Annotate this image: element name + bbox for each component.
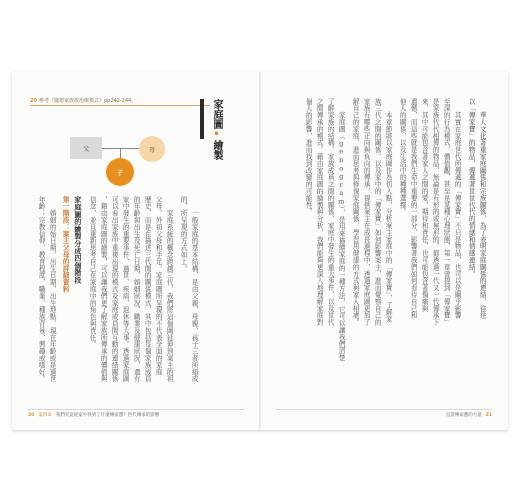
right-para3-line: 解自己的家庭，進而思考與修復家庭關係，學習用健康的方式與家人相處。 [351,98,360,326]
right-para3-line: 本章節將以家庭圖作為切入點，分析案主家庭中的「傳家寶」，了解家 [384,98,393,323]
left-heading: 家庭圖的繪製分成四個階段 [73,196,83,284]
left-para2-line: 信念，並且重新思考自己在家庭中的角色與責任。 [88,196,97,348]
right-para3-line: 家族有哪些正向與負向的傳承，提供案主在成長過程中，透過家庭圖更加了 [362,98,371,326]
left-para1-line: 一般家庭的基本結構，是由父親、母親、孩子三者所組成 [190,196,199,383]
left-para2-line: 的年齡與出生及死亡日期、婚姻狀況、職業及健康狀況，還有 [132,196,141,383]
reference-number: 20 [30,98,37,104]
diagram-mother-node: 母 [139,136,165,162]
left-footer-text: 我們究竟從家中得到了什麼傳家寶？世代傳承的影響 [55,413,160,418]
right-para3-line: 族三代之間的關係，以及家中的「傳家寶」如何影響案主，進而覺察自己的 [373,98,382,326]
right-footer-rule [276,409,492,410]
left-para3-line: 婚姻的始日期，出生日期、出生地點、現在年齡或是過世 [48,196,57,383]
right-para4-line: 了解家族的結構、家族成員之間的關係、家庭中發生的重大事件，以及世代 [326,98,335,326]
right-para1-line: 華人文化著重家庭關係和宗族關係，為了表明家庭關係的連結，往往 [478,98,487,319]
section-title-bar [200,99,204,139]
section-title-main: 家庭圖 [211,99,222,129]
right-para2-line: 來，其中可能包含著家人之間的愛、期待和責任，也可能包含著傷痛與 [420,98,429,312]
reference-rule [30,105,210,106]
reference-note [30,97,136,104]
right-para2-line: 遺憾，而這些就是我們生命中重要的一部分，影響著我們如何看待自己和 [409,98,418,319]
right-para2-line: 至深的行為模式、價值觀，甚至是某種心理狀態，第一章曾提到「傳家寶」 [442,98,451,326]
right-para4-line: 家庭圖（genogram），是用來描繪家庭的一種方法，它可以讓我們清楚 [337,98,346,362]
right-para1-line: 以「傳家寶」的物品，傳遞著世世代代的情緒和情感連結。 [467,98,476,278]
section-title-dot: • [211,129,222,140]
right-footer [446,412,492,418]
book-spine [259,72,261,430]
right-page-number: 21 [485,413,492,418]
left-para2-line: 家中發生的重要事件、過世、疾病、退休等大事。透過家庭圖 [121,196,130,383]
left-para1-line: 的，所呈現的方式如上。 [179,196,188,272]
left-page-number: 20 [28,413,35,418]
right-para2-line: 他人的關係，以及生活中的種種選擇。 [398,98,407,216]
left-para2-line: ，藉由家庭圖的繪製，可以讓我們更了解家族所傳承的價值與 [99,196,108,383]
right-footer-text: 見證傳家寶的力量 [445,413,482,418]
left-footer-rule [28,409,244,410]
marriage-line [102,148,140,149]
left-footer [28,412,159,418]
section-title-sub: 繪製 [211,140,222,160]
diagram-father-node: 父 [70,137,102,159]
left-para3-line: 年齡；宗教信仰、教育程度、職業、種族背景、興趣或嗜好。 [37,196,46,383]
right-para4-line: 之間傳承的模式。藉由家庭圖的繪製與分析，我們能夠更深入地理解家庭對 [315,98,324,326]
reference-text: 參考《龐德家族族治療模式》pp242-244。 [38,98,137,104]
left-para2-line: 可以看出家族中重複出現的模式及家庭成員間互動的連結關係 [110,196,119,383]
right-para2-line: 是家族代代相傳的物品，無論是有形的或無形的，都透過一代又一代傳承下 [431,98,440,326]
left-para2-line: 歷史，而是在描述三代間的關係模式，其中包括每個家族成員 [143,196,152,383]
right-para2-line: 其實在家庭世代所傳遞的「傳家寶」不只是物品，也可以是關乎影響 [453,98,462,319]
section-title [209,99,224,160]
left-para2-line: 家庭系統的概念跨越三代，我們將這個圖延伸到案主的祖 [165,196,174,383]
left-step1: 第一階段：案主父母的詳細資料 [61,196,70,293]
left-para2-line: 父母、外祖父母和手足，家庭圖所呈現的不代表全面的家庭 [154,196,163,376]
diagram-child-node: 子 [106,158,134,186]
left-chapter-label: 第四章 [38,413,52,418]
right-para4-line: 個人的影響，進而找到改變的可能性。 [304,98,313,216]
